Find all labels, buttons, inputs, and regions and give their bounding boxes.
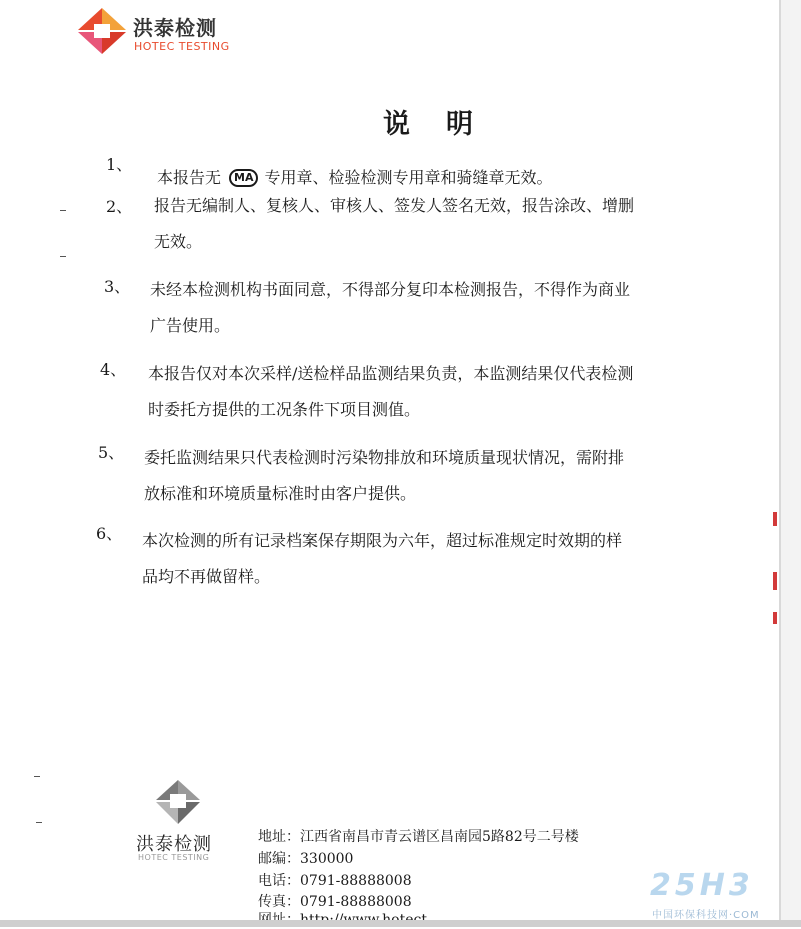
address-line: 地址：江西省南昌市青云谱区昌南园5路82号二号楼 xyxy=(258,829,579,845)
scan-mark xyxy=(36,822,42,823)
seam-stamp-mark xyxy=(773,512,777,526)
item-text: 本报告无 xyxy=(157,168,222,187)
hotec-logo-gray-icon xyxy=(154,778,202,826)
item-text: 本次检测的所有记录档案保存期限为六年，超过标准规定时效期的样 xyxy=(142,531,623,550)
logo-company-english: HOTEC TESTING xyxy=(134,40,230,53)
item-text: 专用章、检验检测专用章和骑缝章无效。 xyxy=(264,168,553,187)
footer-company-name: 洪泰检测 xyxy=(136,834,212,855)
phone-line: 电话：0791-88888008 xyxy=(258,873,412,889)
scan-mark xyxy=(34,776,40,777)
item-text: 放标准和环境质量标准时由客户提供。 xyxy=(144,484,417,503)
scanned-page-edge xyxy=(781,0,801,927)
item-text: 广告使用。 xyxy=(150,316,231,335)
watermark xyxy=(650,868,800,927)
list-item xyxy=(150,272,630,344)
item-number: 2、 xyxy=(106,197,133,216)
item-number: 1、 xyxy=(106,155,133,174)
item-number: 6、 xyxy=(96,524,123,543)
list-item xyxy=(142,523,622,595)
list-item xyxy=(154,188,634,260)
item-text: 无效。 xyxy=(154,232,203,251)
logo-company-name: 洪泰检测 xyxy=(133,16,217,40)
scan-mark xyxy=(60,210,66,211)
fax-line: 传真：0791-88888008 xyxy=(258,894,412,910)
watermark-text: 中国环保科技网·COM xyxy=(652,910,760,921)
item-number: 5、 xyxy=(98,443,125,462)
cma-stamp-icon: MA xyxy=(229,169,258,187)
item-text: 品均不再做留样。 xyxy=(142,567,271,586)
item-text: 委托监测结果只代表检测时污染物排放和环境质量现状情况，需附排 xyxy=(144,448,625,467)
hotec-logo-icon xyxy=(76,6,128,56)
seam-stamp-mark xyxy=(773,572,777,590)
item-text: 报告无编制人、复核人、审核人、签发人签名无效，报告涂改、增删 xyxy=(154,196,635,215)
list-item xyxy=(144,440,624,512)
company-logo-header xyxy=(76,6,256,56)
item-text: 时委托方提供的工况条件下项目测值。 xyxy=(148,400,421,419)
company-logo-footer xyxy=(136,778,226,868)
page-title: 说明 xyxy=(383,109,509,140)
item-text: 未经本检测机构书面同意，不得部分复印本检测报告，不得作为商业 xyxy=(150,280,631,299)
list-item xyxy=(148,356,633,428)
postcode-line: 邮编：330000 xyxy=(258,851,354,867)
seam-stamp-mark xyxy=(773,612,777,624)
footer-company-english: HOTEC TESTING xyxy=(138,853,210,862)
watermark-logo: 25H3 xyxy=(650,868,754,903)
item-number: 4、 xyxy=(100,360,127,379)
item-number: 3、 xyxy=(104,277,131,296)
item-text: 本报告仅对本次采样/送检样品监测结果负责，本监测结果仅代表检测 xyxy=(148,364,634,383)
scan-mark xyxy=(60,256,66,257)
